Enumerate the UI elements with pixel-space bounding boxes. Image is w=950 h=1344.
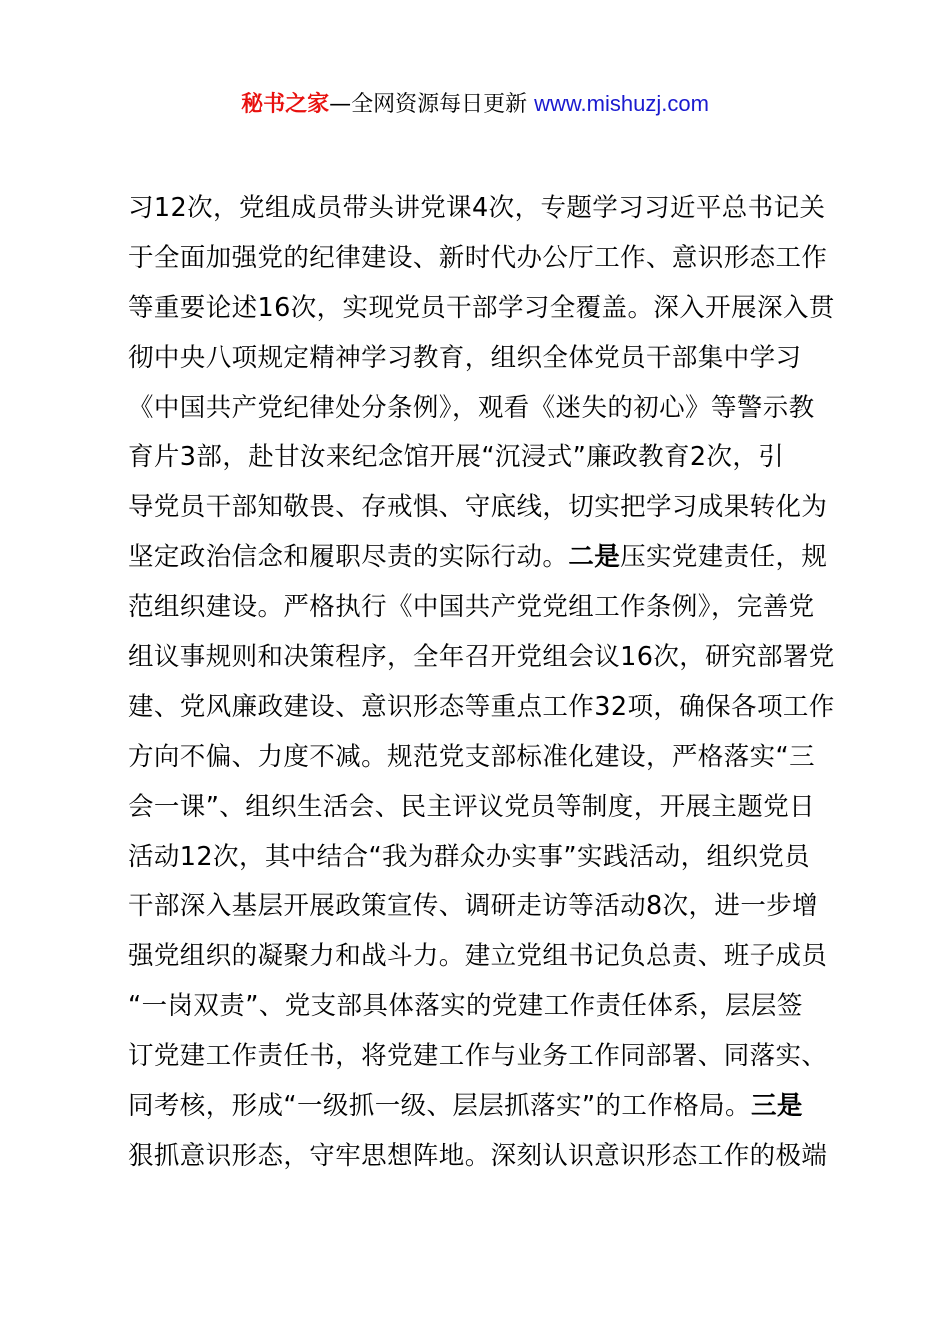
- text-line: 等重要论述16次，实现党员干部学习全覆盖。深入开展深入贯: [128, 292, 835, 323]
- text-line: 《中国共产党纪律处分条例》，观看《迷失的初心》等警示教: [128, 392, 815, 423]
- text-line: 狠抓意识形态，守牢思想阵地。深刻认识意识形态工作的极端: [128, 1140, 828, 1171]
- text-line: 导党员干部知敬畏、存戒惧、守底线，切实把学习成果转化为: [128, 492, 828, 523]
- text-line: 订党建工作责任书，将党建工作与业务工作同部署、同落实、: [128, 1041, 828, 1072]
- text-line: 方向不偏、力度不减。规范党支部标准化建设，严格落实“三: [128, 741, 816, 772]
- text-line: 干部深入基层开展政策宣传、调研走访等活动8次，进一步增: [128, 891, 819, 922]
- section-marker: 三是: [750, 1091, 803, 1122]
- header-tagline: —全网资源每日更新: [329, 92, 535, 117]
- text-line: 组议事规则和决策程序，全年召开党组会议16次，研究部署党: [128, 642, 835, 673]
- text-line: 同考核，形成“一级抓一级、层层抓落实”的工作格局。三是: [128, 1091, 803, 1122]
- text-line: 习12次，党组成员带头讲党课4次，专题学习习近平总书记关: [128, 193, 826, 223]
- page-header: [0, 88, 950, 121]
- text-line: “一岗双责”、党支部具体落实的党建工作责任体系，层层签: [128, 991, 803, 1022]
- brand-name: 秘书之家: [241, 92, 330, 117]
- text-line: 彻中央八项规定精神学习教育，组织全体党员干部集中学习: [128, 342, 802, 373]
- text-line: 于全面加强党的纪律建设、新时代办公厅工作、意识形态工作: [128, 242, 828, 273]
- text-line: 强党组织的凝聚力和战斗力。建立党组书记负总责、班子成员: [128, 941, 828, 972]
- text-line: 活动12次，其中结合“我为群众办实事”实践活动，组织党员: [128, 841, 811, 872]
- text-line: 建、党风廉政建设、意识形态等重点工作32项，确保各项工作: [128, 691, 835, 722]
- text-line: 会一课”、组织生活会、民主评议党员等制度，开展主题党日: [128, 791, 816, 822]
- document-body: [128, 184, 838, 1182]
- text-line: 坚定政治信念和履职尽责的实际行动。二是压实党建责任，规: [128, 542, 828, 573]
- site-url[interactable]: www.mishuzj.com: [534, 91, 709, 116]
- text-line: 范组织建设。严格执行《中国共产党党组工作条例》，完善党: [128, 592, 815, 623]
- section-marker: 二是: [568, 542, 621, 573]
- text-line: 育片3部，赴甘汝来纪念馆开展“沉浸式”廉政教育2次，引: [128, 442, 785, 473]
